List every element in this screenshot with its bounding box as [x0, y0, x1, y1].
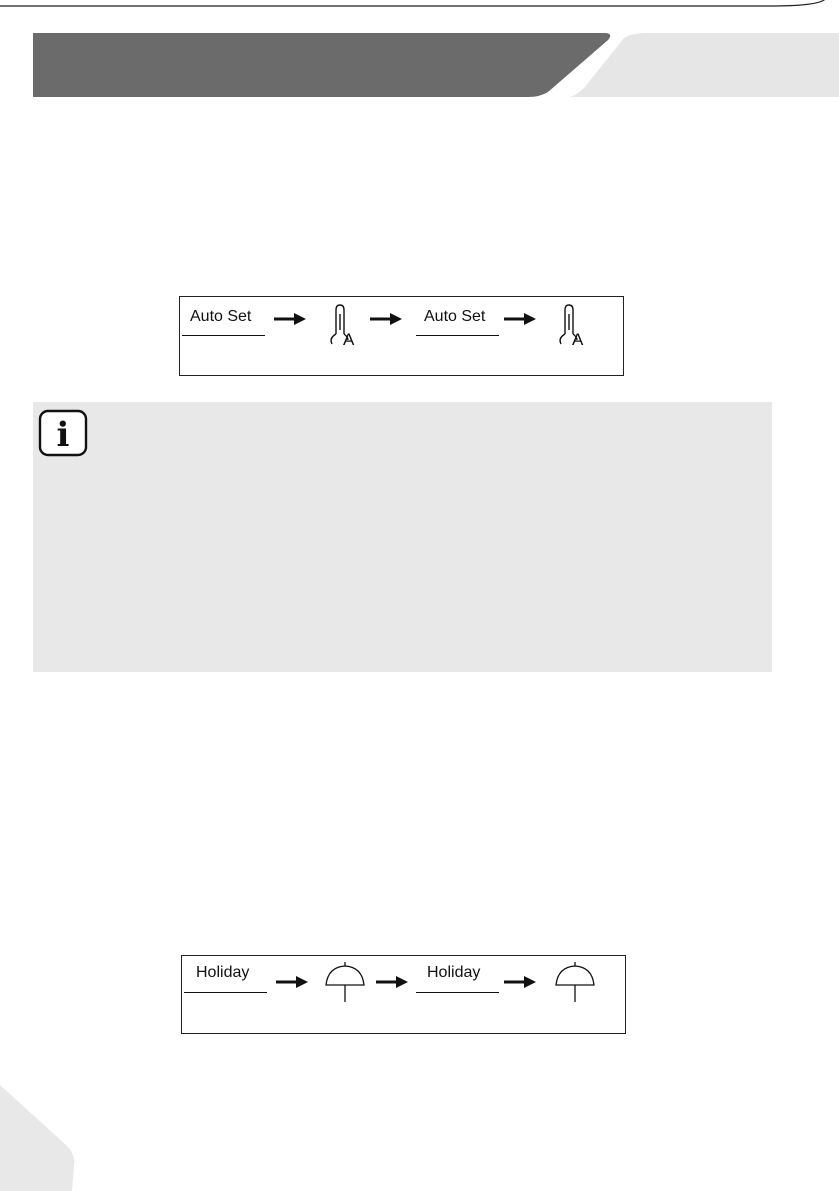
thermometer-letter: A: [572, 330, 584, 346]
header-light-tab: [570, 33, 839, 97]
holiday-diagram: [181, 955, 626, 1034]
auto-set-label-2: Auto Set: [424, 308, 486, 325]
arrow-right-icon: [276, 976, 308, 988]
holiday-label-2: Holiday: [427, 964, 481, 981]
holiday-label-1: Holiday: [196, 964, 250, 981]
holiday-underline-2: [416, 992, 499, 993]
holiday-underline-1: [184, 992, 267, 993]
thermometer-auto-icon: [555, 304, 595, 346]
info-icon-letter: i: [56, 415, 70, 455]
arrow-right-icon: [370, 313, 402, 325]
arrow-right-icon: [274, 313, 306, 325]
arrow-right-icon: [376, 976, 408, 988]
umbrella-icon: [324, 961, 366, 1003]
thermometer-letter: A: [343, 330, 355, 346]
header-band: [0, 30, 839, 100]
header-dark-tab: [33, 33, 610, 97]
arrow-right-icon: [504, 976, 536, 988]
info-icon: [37, 408, 89, 458]
arrow-right-icon: [504, 313, 536, 325]
auto-set-label-1: Auto Set: [190, 308, 252, 325]
umbrella-icon: [554, 961, 596, 1003]
auto-set-underline-1: [182, 335, 265, 336]
auto-set-diagram: [179, 296, 624, 376]
corner-decoration: [0, 1085, 80, 1191]
info-note-panel: [33, 402, 772, 672]
thermometer-auto-icon: [326, 304, 366, 346]
auto-set-underline-2: [416, 335, 499, 336]
